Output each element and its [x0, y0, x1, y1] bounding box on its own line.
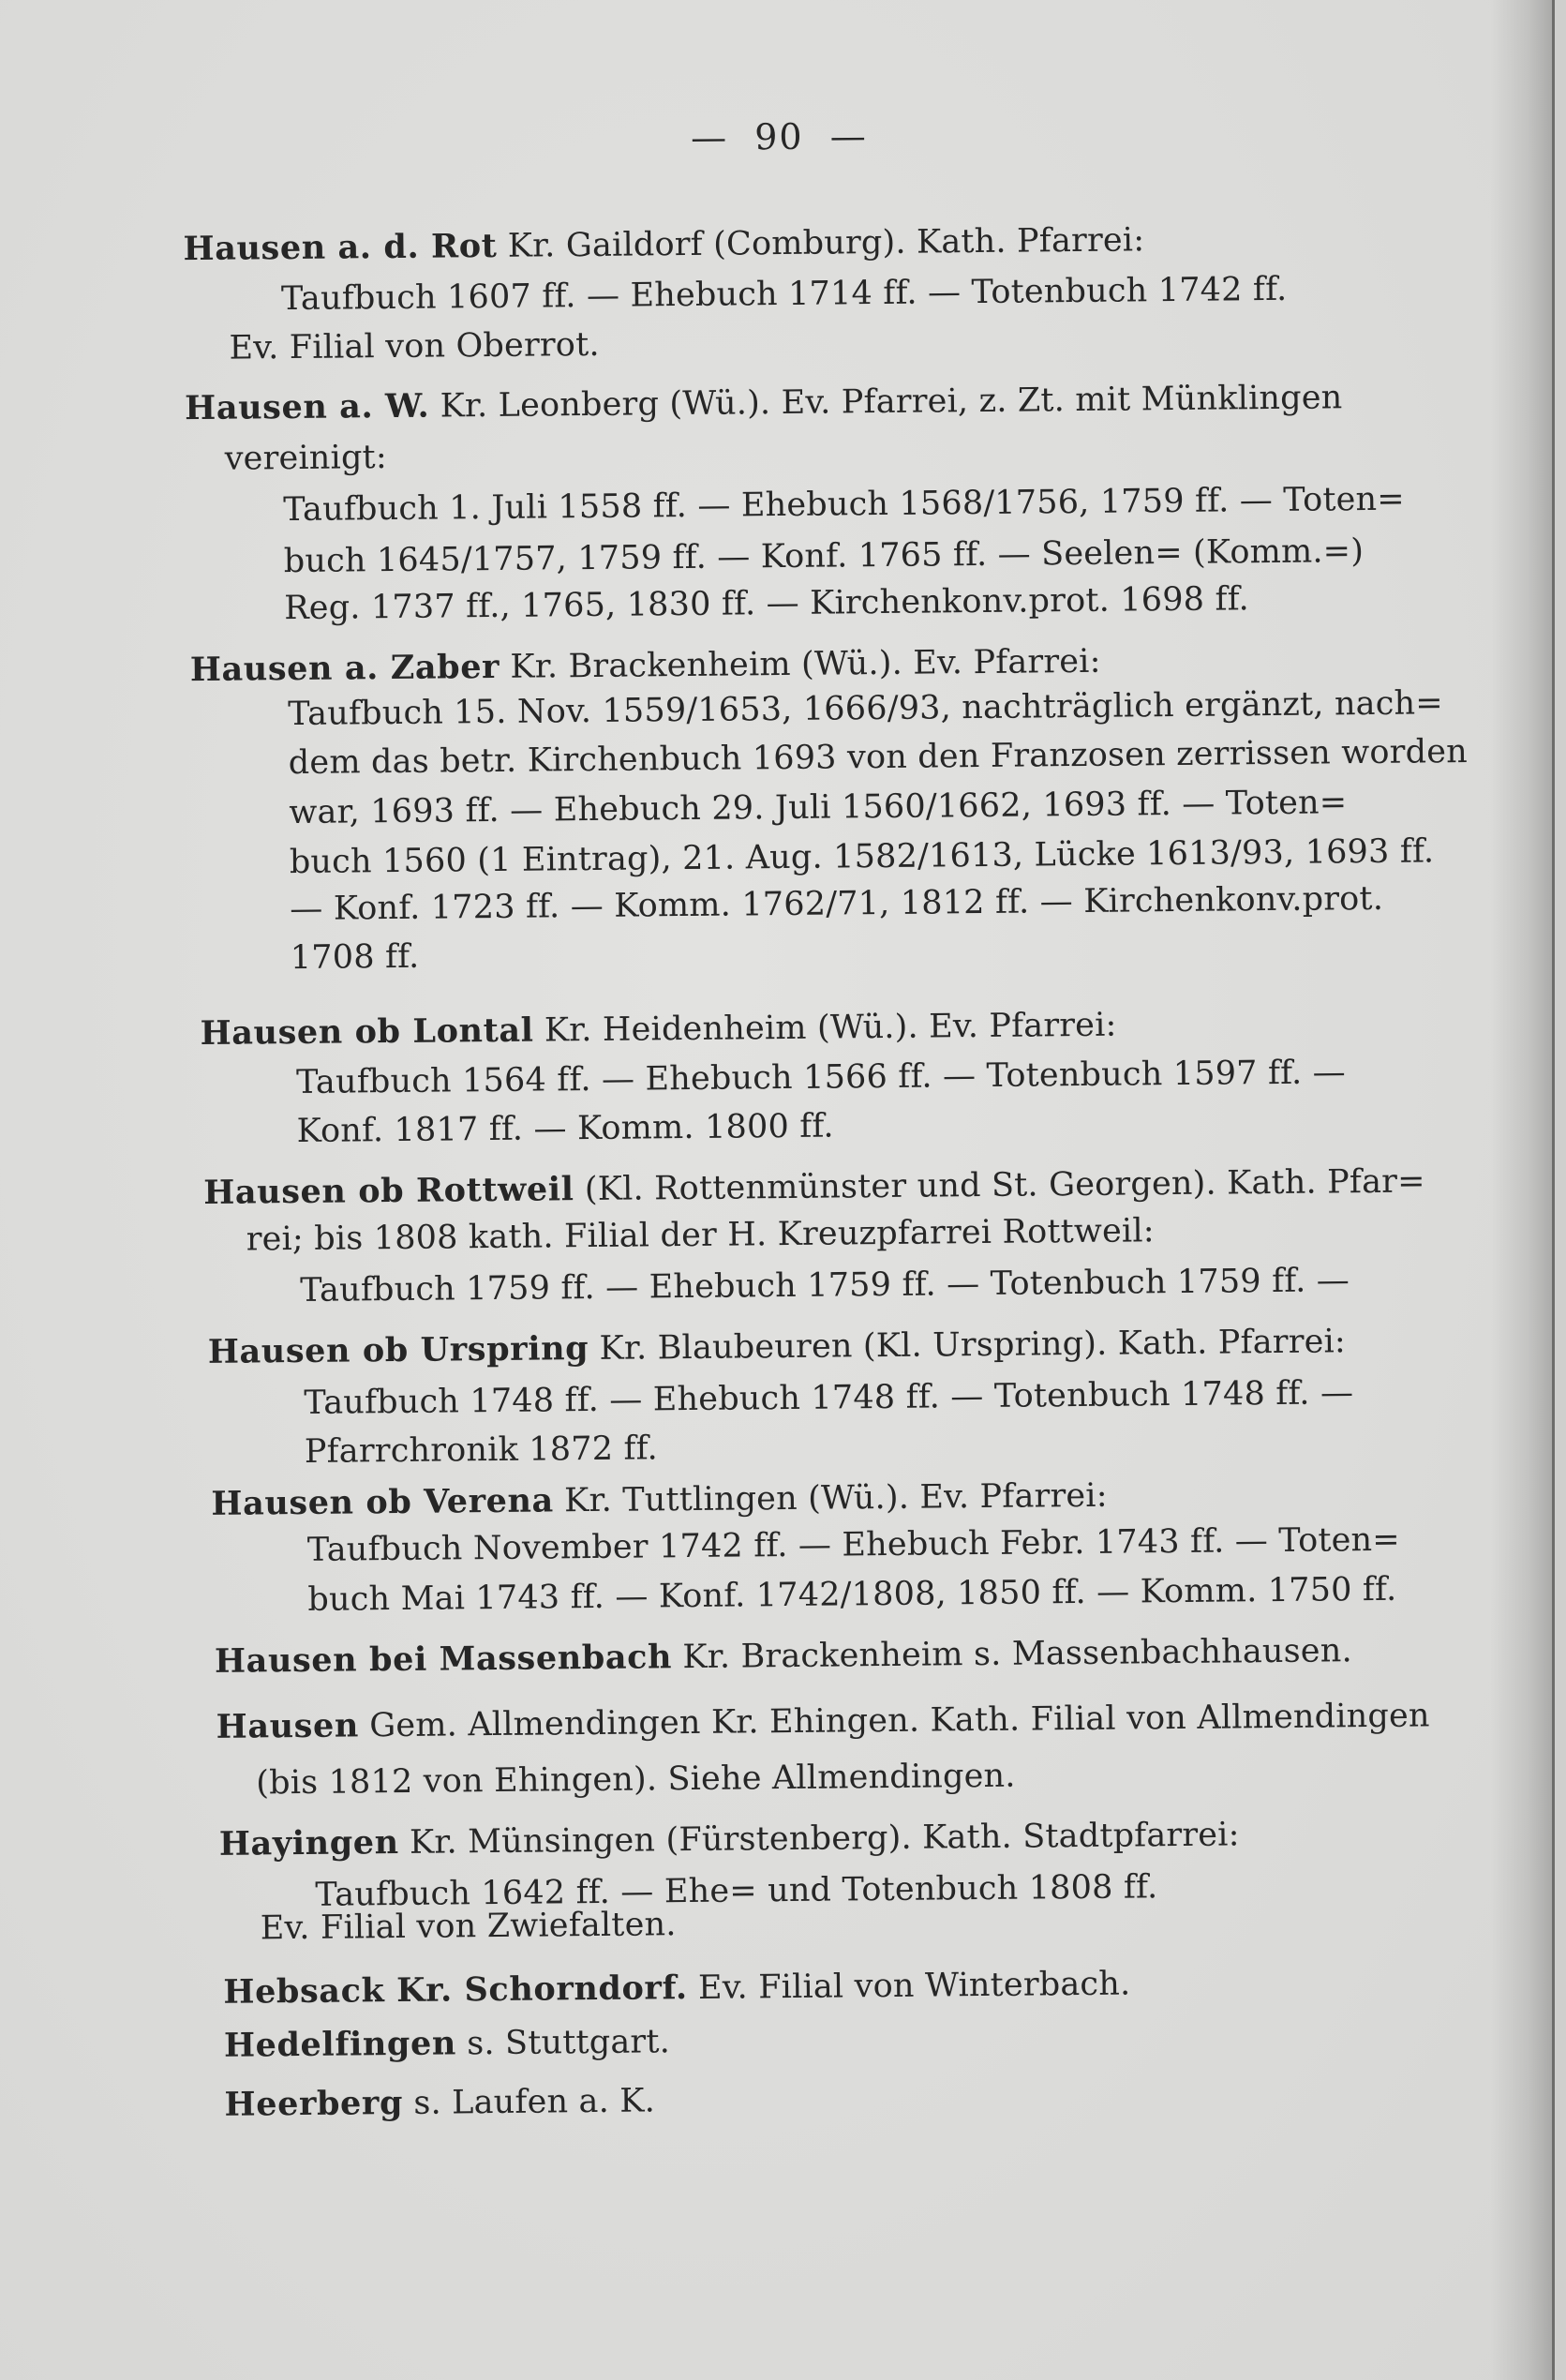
page-number: — 90 —	[690, 115, 868, 158]
entry-line: war, 1693 ff. — Ehebuch 29. Juli 1560/1662, 1693 ff. — Toten=	[289, 784, 1348, 832]
entry-line: buch 1645/1757, 1759 ff. — Konf. 1765 ff. — Seelen= (Komm.=)	[283, 532, 1365, 581]
entry-text: Kr. Münsingen (Fürstenberg). Kath. Stadtpfarrei:	[398, 1816, 1240, 1863]
entry-line: buch 1560 (1 Eintrag), 21. Aug. 1582/1613, Lücke 1613/93, 1693 ff.	[289, 832, 1435, 882]
entry-text: Kr. Tuttlingen (Wü.). Ev. Pfarrei:	[553, 1476, 1108, 1520]
entry-headline	[190, 643, 1101, 689]
entry-text: Kr. Heidenheim (Wü.). Ev. Pfarrei:	[533, 1006, 1117, 1050]
entry-line: Taufbuch 1607 ff. — Ehebuch 1714 ff. — Totenbuch 1742 ff.	[280, 270, 1288, 319]
entry-text: s. Laufen a. K.	[402, 2082, 656, 2122]
entry-text: Gem. Allmendingen Kr. Ehingen. Kath. Filial von Allmendingen	[358, 1697, 1430, 1745]
entry-headword: Heerberg	[224, 2083, 404, 2124]
entry-line: vereinigt:	[224, 439, 388, 478]
entry-headline	[208, 1323, 1346, 1371]
entry-line: Ev. Filial von Zwiefalten.	[260, 1906, 677, 1948]
entry-line: Taufbuch November 1742 ff. — Ehebuch Febr. 1743 ff. — Toten=	[306, 1520, 1401, 1569]
entry-line: Konf. 1817 ff. — Komm. 1800 ff.	[296, 1107, 834, 1151]
entry-headline	[203, 1162, 1425, 1212]
entry-text: Kr. Brackenheim (Wü.). Ev. Pfarrei:	[499, 642, 1101, 686]
entry-headline	[215, 1632, 1352, 1681]
entry-line: Taufbuch 1. Juli 1558 ff. — Ehebuch 1568/1756, 1759 ff. — Toten=	[283, 480, 1406, 530]
entry-line: Taufbuch 1759 ff. — Ehebuch 1759 ff. — Totenbuch 1759 ff. —	[300, 1262, 1350, 1310]
entry-headword: Hausen a. d. Rot	[183, 226, 498, 269]
entry-headword: Hausen ob Rottweil	[203, 1170, 574, 1212]
entry-line: 1708 ff.	[290, 937, 420, 978]
entry-line: buch Mai 1743 ff. — Konf. 1742/1808, 1850 ff. — Komm. 1750 ff.	[307, 1570, 1397, 1619]
entry-text: (Kl. Rottenmünster und St. Georgen). Kath. Pfar=	[574, 1162, 1425, 1209]
entry-line: Taufbuch 1642 ff. — Ehe= und Totenbuch 1808 ff.	[315, 1868, 1158, 1914]
entry-headline	[185, 379, 1343, 427]
entry-headline	[219, 1816, 1240, 1863]
entry-line: Taufbuch 15. Nov. 1559/1653, 1666/93, nachträglich ergänzt, nach=	[288, 684, 1444, 734]
entry-headword: Hausen a. W.	[184, 386, 430, 428]
entry-headword: Hausen ob Lontal	[200, 1010, 534, 1053]
entry-headword: Hausen a. Zaber	[189, 647, 500, 690]
entry-headline	[211, 1477, 1108, 1523]
entry-line: Taufbuch 1748 ff. — Ehebuch 1748 ff. — Totenbuch 1748 ff. —	[304, 1374, 1354, 1422]
entry-text: Kr. Gaildorf (Comburg). Kath. Pfarrei:	[497, 221, 1145, 265]
entry-line: Reg. 1737 ff., 1765, 1830 ff. — Kirchenkonv.prot. 1698 ff.	[284, 580, 1250, 628]
entry-line: Pfarrchronik 1872 ff.	[304, 1429, 659, 1471]
entry-headline	[200, 1007, 1116, 1053]
entry-headline	[216, 1697, 1430, 1745]
entry-line: (bis 1812 von Ehingen). Siehe Allmendingen.	[256, 1757, 1016, 1803]
entry-text: Ev. Filial von Winterbach.	[687, 1965, 1131, 2008]
entry-line: rei; bis 1808 kath. Filial der H. Kreuzpfarrei Rottweil:	[246, 1212, 1155, 1259]
entry-text: Kr. Leonberg (Wü.). Ev. Pfarrei, z. Zt. mit Münklingen	[429, 379, 1343, 426]
entry-headword: Hausen ob Verena	[211, 1481, 555, 1523]
entry-headword: Hausen bei Massenbach	[214, 1638, 673, 1681]
entry-headword: Hayingen	[218, 1823, 399, 1864]
entry-headword: Hausen ob Urspring	[207, 1329, 589, 1371]
entry-headline	[223, 1966, 1130, 2012]
entry-text: Kr. Brackenheim s. Massenbachhausen.	[671, 1632, 1353, 1677]
entry-headline	[224, 2082, 655, 2123]
entry-line: Ev. Filial von Oberrot.	[229, 325, 600, 367]
entry-line: — Konf. 1723 ff. — Komm. 1762/71, 1812 ff. — Kirchenkonv.prot.	[290, 879, 1384, 929]
entry-headline	[183, 221, 1144, 268]
entry-headword: Hausen	[216, 1706, 360, 1746]
entry-line: Taufbuch 1564 ff. — Ehebuch 1566 ff. — Totenbuch 1597 ff. —	[295, 1054, 1347, 1102]
entry-text: s. Stuttgart.	[455, 2023, 671, 2063]
entry-line: dem das betr. Kirchenbuch 1693 von den Franzosen zerrissen worden	[288, 733, 1469, 783]
entry-headline	[224, 2023, 670, 2065]
entry-headword: Hebsack Kr. Schorndorf.	[223, 1968, 688, 2012]
entry-headword: Hedelfingen	[223, 2024, 457, 2065]
entry-text: Kr. Blaubeuren (Kl. Urspring). Kath. Pfarrei:	[589, 1323, 1347, 1369]
